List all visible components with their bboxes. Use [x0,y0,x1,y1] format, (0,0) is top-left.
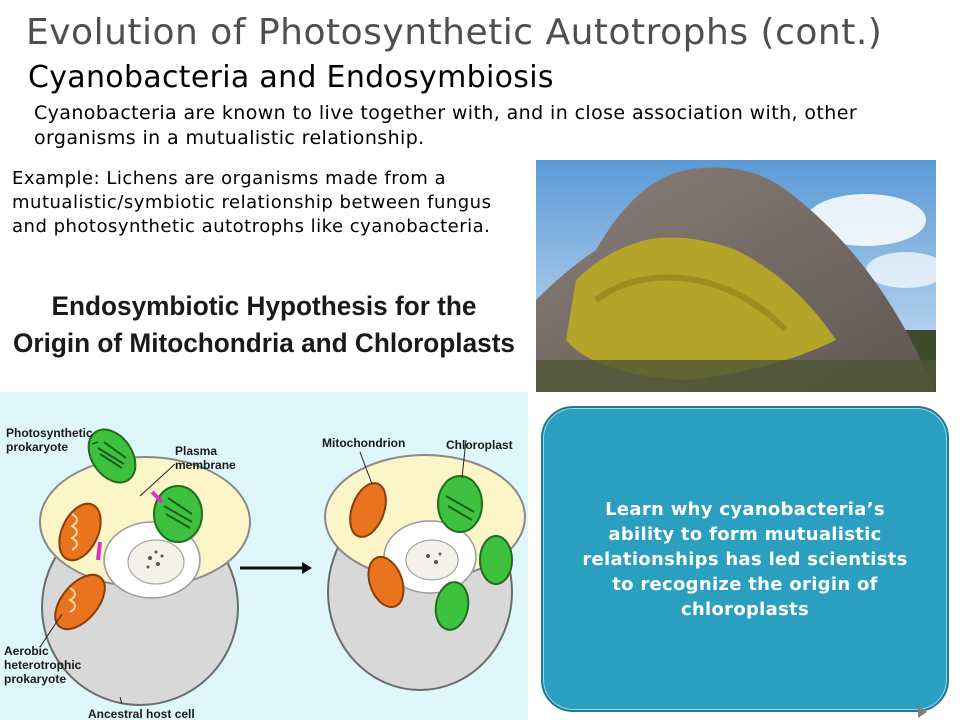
callout-text: Learn why cyanobacteria’s ability to form mutualistic relationships has led scientists to recognize the origin of chloroplasts [582,498,908,620]
slide-title: Evolution of Photosynthetic Autotrophs (cont.) [26,12,883,53]
label-mitochondrion: Mitochondrion [322,436,406,450]
host-chloroplast-icon [154,486,202,542]
intro-text: Cyanobacteria are known to live together with, and in close association with, other organisms in a mutualistic relationship. [34,102,858,149]
example-text: Example: Lichens are organisms made from a mutualistic/symbiotic relationship between fungus and photosynthetic autotrophs like cyanobacteria. [12,168,492,237]
label-aerobic-heterotrophic-prokaryote: Aerobic heterotrophic prokaryote [4,644,82,686]
label-ancestral-host-cell: Ancestral host cell [88,707,195,720]
diagram-title-line2: Origin of Mitochondria and Chloroplasts [13,328,515,358]
lichen-rock-image [536,160,936,392]
label-plasma-membrane: Plasma membrane [175,444,236,472]
label-chloroplast: Chloroplast [446,438,513,452]
diagram-title [0,288,528,392]
callout-box [541,406,949,712]
pink-arrow-icon [98,542,100,560]
endosymbiosis-diagram [0,392,528,720]
label-photosynthetic-prokaryote: Photosynthetic prokaryote [6,426,93,454]
lichen-photo [536,160,936,392]
slide-subtitle: Cyanobacteria and Endosymbiosis [28,60,554,95]
nav-arrow-icon [918,706,927,718]
diagram-title-line1: Endosymbiotic Hypothesis for the [51,291,477,321]
